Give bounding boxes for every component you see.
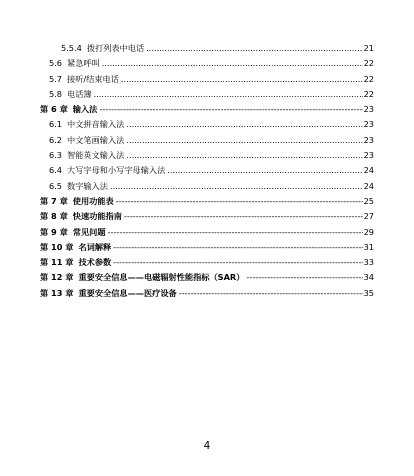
- toc-entry-number: 6.1: [49, 119, 63, 130]
- toc-entry-number: 第 13 章: [40, 287, 74, 298]
- toc-section-entry[interactable]: [40, 163, 374, 178]
- toc-entry-number: 第 6 章: [40, 104, 68, 115]
- toc-entry-title: 中文拼音输入法: [67, 119, 125, 130]
- toc-entry-title: 重要安全信息——电磁辐射性能指标（SAR）: [78, 272, 245, 283]
- toc-dot-leader: [146, 41, 362, 56]
- toc-dot-leader: [102, 56, 363, 71]
- toc-entry-title: 拨打列表中电话: [86, 43, 145, 53]
- toc-entry-number: 5.6: [49, 58, 63, 69]
- toc-entry-title: 技术参数: [78, 257, 112, 268]
- toc-entry-title: 智能英文输入法: [67, 150, 125, 161]
- toc-entry-title: 大写字母和小写字母输入法: [67, 165, 166, 176]
- toc-entry-number: 5.8: [49, 88, 63, 99]
- toc-chapter-entry[interactable]: [40, 225, 374, 240]
- toc-entry-title: 电话簿: [67, 88, 92, 99]
- toc-entry-title: 使用功能表: [72, 195, 114, 206]
- toc-entry-title: 中文笔画输入法: [67, 134, 125, 145]
- toc-chapter-entry[interactable]: [40, 255, 374, 270]
- toc-entry-title: 快速功能指南: [72, 211, 122, 222]
- toc-entry-page: 27: [363, 211, 374, 222]
- toc-dot-leader: [126, 148, 362, 163]
- toc-entry-number: 第 8 章: [40, 211, 68, 222]
- toc-chapter-entry[interactable]: [40, 286, 374, 301]
- toc-chapter-entry[interactable]: [40, 240, 374, 255]
- toc-entry-number: 第 9 章: [40, 226, 68, 237]
- toc-entry-title: 接听/结束电话: [67, 73, 119, 84]
- toc-entry-page: 34: [363, 272, 374, 283]
- toc-entry-page: 24: [363, 165, 374, 176]
- page-number: 4: [203, 440, 211, 452]
- toc-dot-leader: [113, 255, 362, 270]
- toc-entry-title: 名词解释: [78, 241, 112, 252]
- toc-entry-number: 6.5: [49, 180, 63, 191]
- toc-section-entry[interactable]: [40, 148, 374, 163]
- toc-entry-page: 23: [363, 119, 374, 130]
- toc-section-entry[interactable]: [40, 56, 374, 71]
- toc-entry-title: 数字输入法: [67, 180, 108, 191]
- toc-entry-page: 22: [363, 88, 374, 99]
- toc-dot-leader: [110, 179, 363, 194]
- toc-chapter-entry[interactable]: [40, 270, 374, 285]
- toc-entry-number: 第 10 章: [40, 241, 74, 252]
- toc-entry-page: 22: [363, 73, 374, 84]
- table-of-contents: [40, 41, 374, 301]
- toc-entry-number: 第 11 章: [40, 257, 74, 268]
- toc-entry-number: 第 12 章: [40, 272, 74, 283]
- toc-dot-leader: [94, 87, 363, 102]
- toc-chapter-entry[interactable]: [40, 102, 374, 117]
- toc-section-entry[interactable]: [40, 133, 374, 148]
- toc-entry-number: 6.2: [49, 134, 63, 145]
- toc-dot-leader: [108, 225, 363, 240]
- toc-entry-title: 紧急呼叫: [67, 58, 100, 69]
- toc-entry-title: 常见问题: [72, 226, 106, 237]
- toc-dot-leader: [113, 240, 362, 255]
- toc-dot-leader: [124, 209, 363, 224]
- toc-entry-page: 21: [363, 43, 374, 53]
- toc-section-entry[interactable]: [40, 41, 374, 56]
- toc-section-entry[interactable]: [40, 179, 374, 194]
- toc-dot-leader: [116, 194, 363, 209]
- toc-section-entry[interactable]: [40, 87, 374, 102]
- toc-chapter-entry[interactable]: [40, 209, 374, 224]
- toc-dot-leader: [179, 286, 363, 301]
- toc-dot-leader: [126, 133, 362, 148]
- toc-entry-page: 31: [363, 241, 374, 252]
- toc-entry-title: 重要安全信息——医疗设备: [78, 287, 177, 298]
- toc-entry-page: 25: [363, 195, 374, 206]
- toc-entry-number: 5.5.4: [61, 43, 82, 53]
- toc-entry-number: 5.7: [49, 73, 63, 84]
- toc-entry-page: 29: [363, 226, 374, 237]
- toc-entry-title: 输入法: [72, 104, 98, 115]
- toc-chapter-entry[interactable]: [40, 194, 374, 209]
- toc-section-entry[interactable]: [40, 72, 374, 87]
- toc-entry-page: 23: [363, 104, 374, 115]
- toc-entry-page: 22: [363, 58, 374, 69]
- toc-section-entry[interactable]: [40, 117, 374, 132]
- toc-entry-page: 35: [363, 287, 374, 298]
- toc-entry-page: 24: [363, 180, 374, 191]
- toc-entry-page: 23: [363, 134, 374, 145]
- toc-entry-number: 第 7 章: [40, 195, 68, 206]
- toc-dot-leader: [167, 163, 362, 178]
- toc-entry-page: 23: [363, 150, 374, 161]
- toc-dot-leader: [121, 72, 363, 87]
- toc-entry-page: 33: [363, 257, 374, 268]
- toc-entry-number: 6.4: [49, 165, 63, 176]
- toc-dot-leader: [246, 270, 362, 285]
- toc-dot-leader: [126, 117, 362, 132]
- toc-entry-number: 6.3: [49, 150, 63, 161]
- toc-dot-leader: [99, 102, 362, 117]
